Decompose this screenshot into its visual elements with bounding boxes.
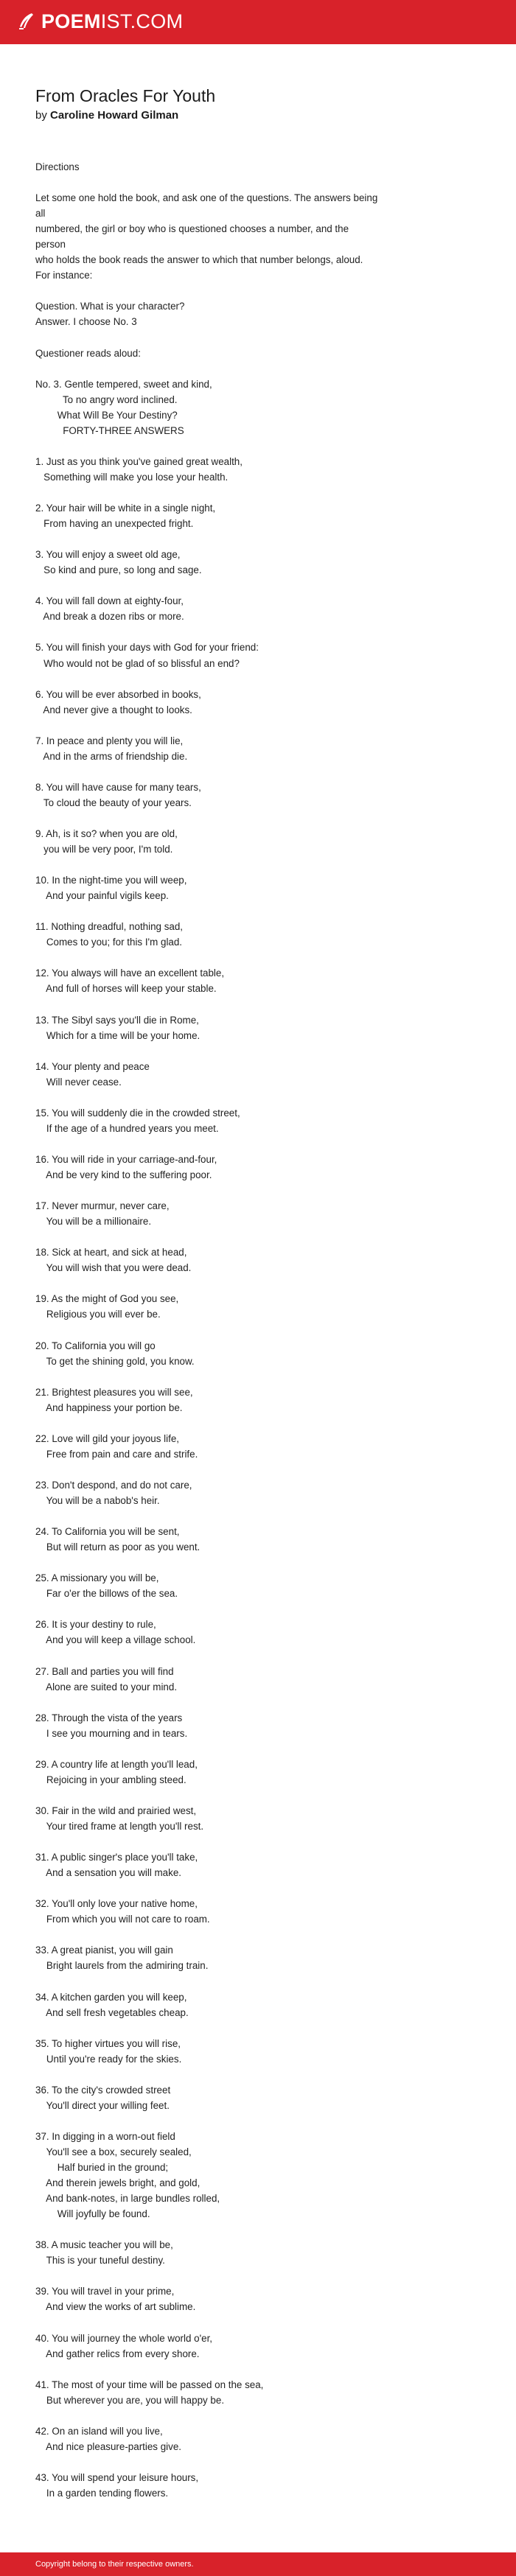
poem-line: To cloud the beauty of your years. bbox=[35, 797, 192, 808]
poem-line: 39. You will travel in your prime, bbox=[35, 2286, 175, 2297]
poem-line bbox=[35, 2067, 448, 2082]
poem-line: 2. Your hair will be white in a single night, bbox=[35, 503, 216, 514]
poem-line: 13. The Sibyl says you'll die in Rome, bbox=[35, 1014, 199, 1026]
site-header bbox=[0, 0, 516, 44]
poem-line: Rejoicing in your ambling steed. bbox=[35, 1774, 186, 1785]
poem-line: From which you will not care to roam. bbox=[35, 1914, 210, 1925]
poem-line: From having an unexpected fright. bbox=[35, 518, 194, 530]
poem-line: 37. In digging in a worn-out field bbox=[35, 2130, 175, 2142]
poem-line: And gather relics from every shore. bbox=[35, 2348, 200, 2359]
poem-line: 14. Your plenty and peace bbox=[35, 1060, 150, 1072]
poem-line: 33. A great pianist, you will gain bbox=[35, 1945, 173, 1956]
poem-line: 25. A missionary you will be, bbox=[35, 1572, 159, 1584]
poem-line bbox=[35, 671, 448, 687]
poem-line bbox=[35, 1462, 448, 1477]
poem-line: 17. Never murmur, never care, bbox=[35, 1200, 170, 1212]
poem-line: Free from pain and care and strife. bbox=[35, 1448, 198, 1460]
poem-line: And sell fresh vegetables cheap. bbox=[35, 2006, 189, 2018]
poem-line bbox=[35, 2362, 448, 2377]
poem-line bbox=[35, 1741, 448, 1757]
poem-line: 20. To California you will go bbox=[35, 1340, 156, 1351]
poem-line bbox=[35, 1973, 448, 1989]
poem-line: And never give a thought to looks. bbox=[35, 704, 192, 715]
poem-line: 35. To higher virtues you will rise, bbox=[35, 2037, 181, 2049]
poem-line: 28. Through the vista of the years bbox=[35, 1712, 183, 1723]
poem-line: 16. You will ride in your carriage-and-four, bbox=[35, 1154, 217, 1165]
poem-line bbox=[35, 2408, 448, 2423]
poem-line: I see you mourning and in tears. bbox=[35, 1727, 188, 1739]
poem-line: numbered, the girl or boy who is questioned chooses a number, and the bbox=[35, 223, 349, 235]
poem-line bbox=[35, 2222, 448, 2237]
poem-line: 7. In peace and plenty you will lie, bbox=[35, 735, 184, 746]
poem-line bbox=[35, 1648, 448, 1664]
poem-line: 21. Brightest pleasures you will see, bbox=[35, 1386, 193, 1398]
poem-line bbox=[35, 1788, 448, 1803]
poem-line: you will be very poor, I'm told. bbox=[35, 844, 173, 855]
site-logo-text: POEMIST.COM bbox=[41, 10, 184, 32]
poem-line: But will return as poor as you went. bbox=[35, 1541, 201, 1553]
poem-line: And full of horses will keep your stable. bbox=[35, 983, 217, 995]
site-logo[interactable] bbox=[16, 10, 183, 32]
poem-line: You'll direct your willing feet. bbox=[35, 2099, 170, 2111]
poem-line bbox=[35, 857, 448, 872]
poem-line: Your tired frame at length you'll rest. bbox=[35, 1821, 204, 1833]
poem-line bbox=[35, 438, 448, 454]
poem-line: Until you're ready for the skies. bbox=[35, 2053, 182, 2065]
poem-line: And therein jewels bright, and gold, bbox=[35, 2177, 201, 2189]
poem-line: 19. As the might of God you see, bbox=[35, 1293, 179, 1305]
poem-line: 15. You will suddenly die in the crowded street, bbox=[35, 1107, 240, 1119]
poem-line bbox=[35, 1695, 448, 1710]
poem-title: From Oracles For Youth bbox=[35, 86, 216, 105]
poem-line: 22. Love will gild your joyous life, bbox=[35, 1432, 180, 1444]
poem-line bbox=[35, 2315, 448, 2331]
poem-line: 12. You always will have an excellent table, bbox=[35, 967, 225, 979]
poem-line: 26. It is your destiny to rule, bbox=[35, 1619, 156, 1631]
poem-line: 34. A kitchen garden you will keep, bbox=[35, 1991, 187, 2003]
poem-line: And in the arms of friendship die. bbox=[35, 750, 188, 762]
poem-line: 24. To California you will be sent, bbox=[35, 1526, 180, 1538]
poem-line: So kind and pure, so long and sage. bbox=[35, 564, 202, 576]
poem-line: Answer. I choose No. 3 bbox=[35, 316, 137, 328]
poem-line: 10. In the night-time you will weep, bbox=[35, 875, 187, 886]
poem-line: all bbox=[35, 208, 46, 220]
poem-line: What Will Be Your Destiny? bbox=[35, 409, 178, 421]
copyright-text: Copyright belong to their respective owners. bbox=[35, 2560, 194, 2569]
poem-line bbox=[35, 718, 448, 733]
poem-line: And view the works of art sublime. bbox=[35, 2301, 196, 2313]
poem-line: 30. Fair in the wild and prairied west, bbox=[35, 1805, 197, 1816]
poem-line: 41. The most of your time will be passed on the sea, bbox=[35, 2379, 264, 2390]
poem-line bbox=[35, 2454, 448, 2470]
poem-line: 31. A public singer's place you'll take, bbox=[35, 1852, 198, 1863]
poem-line: 8. You will have cause for many tears, bbox=[35, 781, 201, 793]
poem-line: If the age of a hundred years you meet. bbox=[35, 1122, 219, 1134]
poem-line: Comes to you; for this I'm glad. bbox=[35, 937, 183, 948]
poem-line: 27. Ball and parties you will find bbox=[35, 1665, 174, 1677]
poem-line: Directions bbox=[35, 161, 80, 172]
poem-line: And be very kind to the suffering poor. bbox=[35, 1169, 212, 1181]
byline-prefix: by bbox=[35, 109, 47, 122]
poem-line bbox=[35, 950, 448, 965]
poem-line bbox=[35, 1369, 448, 1385]
poem-line bbox=[35, 2113, 448, 2129]
poem-line bbox=[35, 1043, 448, 1059]
poem-line: In a garden tending flowers. bbox=[35, 2488, 169, 2499]
poem-line bbox=[35, 1927, 448, 1942]
poem-line: You will be a millionaire. bbox=[35, 1216, 152, 1228]
poem-line: Half buried in the ground; bbox=[35, 2162, 169, 2174]
poem-line: And break a dozen ribs or more. bbox=[35, 611, 184, 623]
poem-line: Something will make you lose your health. bbox=[35, 471, 229, 483]
poem-line: 43. You will spend your leisure hours, bbox=[35, 2471, 199, 2483]
poem-body bbox=[35, 159, 448, 2501]
poem-line: who holds the book reads the answer to which that number belongs, aloud. bbox=[35, 254, 363, 266]
poem-line: Who would not be glad of so blissful an end? bbox=[35, 657, 240, 669]
poem-line: Will joyfully be found. bbox=[35, 2208, 150, 2220]
poem-line bbox=[35, 1415, 448, 1431]
poem-line: You will be a nabob's heir. bbox=[35, 1495, 160, 1507]
poem-line: 38. A music teacher you will be, bbox=[35, 2239, 173, 2251]
poem-line: But wherever you are, you will happy be. bbox=[35, 2394, 225, 2406]
poem-line: Will never cease. bbox=[35, 1076, 122, 1088]
poem-line: And your painful vigils keep. bbox=[35, 890, 169, 902]
poem-line: No. 3. Gentle tempered, sweet and kind, bbox=[35, 378, 212, 390]
poem-line: You'll see a box, securely sealed, bbox=[35, 2146, 192, 2157]
poem-line bbox=[35, 2268, 448, 2283]
poem-line bbox=[35, 1555, 448, 1570]
poem-line bbox=[35, 997, 448, 1012]
poem-line: And happiness your portion be. bbox=[35, 1401, 183, 1413]
poem-line: person bbox=[35, 239, 66, 251]
poem-line bbox=[35, 1229, 448, 1245]
poem-line: And you will keep a village school. bbox=[35, 1634, 196, 1646]
poem-line: Let some one hold the book, and ask one of the questions. The answers being bbox=[35, 192, 378, 204]
poem-line bbox=[35, 1275, 448, 1291]
poem-line: To no angry word inclined. bbox=[35, 393, 178, 405]
poem-line bbox=[35, 1508, 448, 1524]
poem-line bbox=[35, 175, 448, 190]
poem-line: You will wish that you were dead. bbox=[35, 1262, 192, 1274]
poem-line bbox=[35, 2020, 448, 2036]
site-footer bbox=[0, 2552, 516, 2576]
poem-line bbox=[35, 1090, 448, 1105]
poem-line: 11. Nothing dreadful, nothing sad, bbox=[35, 921, 184, 933]
poem-line bbox=[35, 1183, 448, 1198]
poem-line: 40. You will journey the whole world o'er, bbox=[35, 2332, 213, 2344]
quill-icon bbox=[16, 12, 35, 31]
poem-line: 3. You will enjoy a sweet old age, bbox=[35, 549, 181, 561]
poem-line bbox=[35, 531, 448, 547]
poem-line bbox=[35, 811, 448, 826]
poem-line: 18. Sick at heart, and sick at head, bbox=[35, 1247, 187, 1259]
poem-line bbox=[35, 1136, 448, 1152]
poem-line: FORTY-THREE ANSWERS bbox=[35, 424, 184, 436]
poem-line: Far o'er the billows of the sea. bbox=[35, 1588, 178, 1600]
poem-line bbox=[35, 1880, 448, 1896]
poem-line: Alone are suited to your mind. bbox=[35, 1681, 178, 1693]
poem-line bbox=[35, 330, 448, 346]
poem-line: 29. A country life at length you'll lead, bbox=[35, 1758, 198, 1770]
poem-line: And bank-notes, in large bundles rolled, bbox=[35, 2193, 220, 2205]
poem-line: 42. On an island will you live, bbox=[35, 2425, 163, 2437]
poem-line: 5. You will finish your days with God for your friend: bbox=[35, 642, 259, 654]
poem-line bbox=[35, 903, 448, 919]
poem-line: Which for a time will be your home. bbox=[35, 1029, 201, 1041]
poem-line: For instance: bbox=[35, 270, 93, 281]
poem-line bbox=[35, 485, 448, 500]
poem-line: 6. You will be ever absorbed in books, bbox=[35, 688, 201, 700]
poem-line: Bright laurels from the admiring train. bbox=[35, 1960, 209, 1972]
poem-author-link[interactable]: Caroline Howard Gilman bbox=[50, 109, 179, 122]
poem-line: 23. Don't despond, and do not care, bbox=[35, 1479, 192, 1491]
poem-line bbox=[35, 1601, 448, 1617]
poem-line: 9. Ah, is it so? when you are old, bbox=[35, 828, 178, 840]
poem-line bbox=[35, 578, 448, 593]
poem-line: 1. Just as you think you've gained great wealth, bbox=[35, 455, 243, 467]
poem-line bbox=[35, 764, 448, 780]
poem-line: Religious you will ever be. bbox=[35, 1309, 161, 1320]
poem-line bbox=[35, 283, 448, 298]
poem-line bbox=[35, 1834, 448, 1849]
poem-line: 32. You'll only love your native home, bbox=[35, 1898, 198, 1910]
poem-line bbox=[35, 1323, 448, 1338]
poem-line: Question. What is your character? bbox=[35, 301, 185, 312]
poem-line: And nice pleasure-parties give. bbox=[35, 2440, 181, 2452]
poem-line: 36. To the city's crowded street bbox=[35, 2084, 171, 2096]
poem-byline bbox=[35, 108, 178, 124]
poem-line: Questioner reads aloud: bbox=[35, 347, 141, 359]
poem-line: This is your tuneful destiny. bbox=[35, 2255, 165, 2267]
poem-line: And a sensation you will make. bbox=[35, 1867, 181, 1879]
poem-line bbox=[35, 624, 448, 640]
poem-line: 4. You will fall down at eighty-four, bbox=[35, 595, 184, 607]
poem-line: To get the shining gold, you know. bbox=[35, 1355, 195, 1367]
poem-line bbox=[35, 361, 448, 377]
